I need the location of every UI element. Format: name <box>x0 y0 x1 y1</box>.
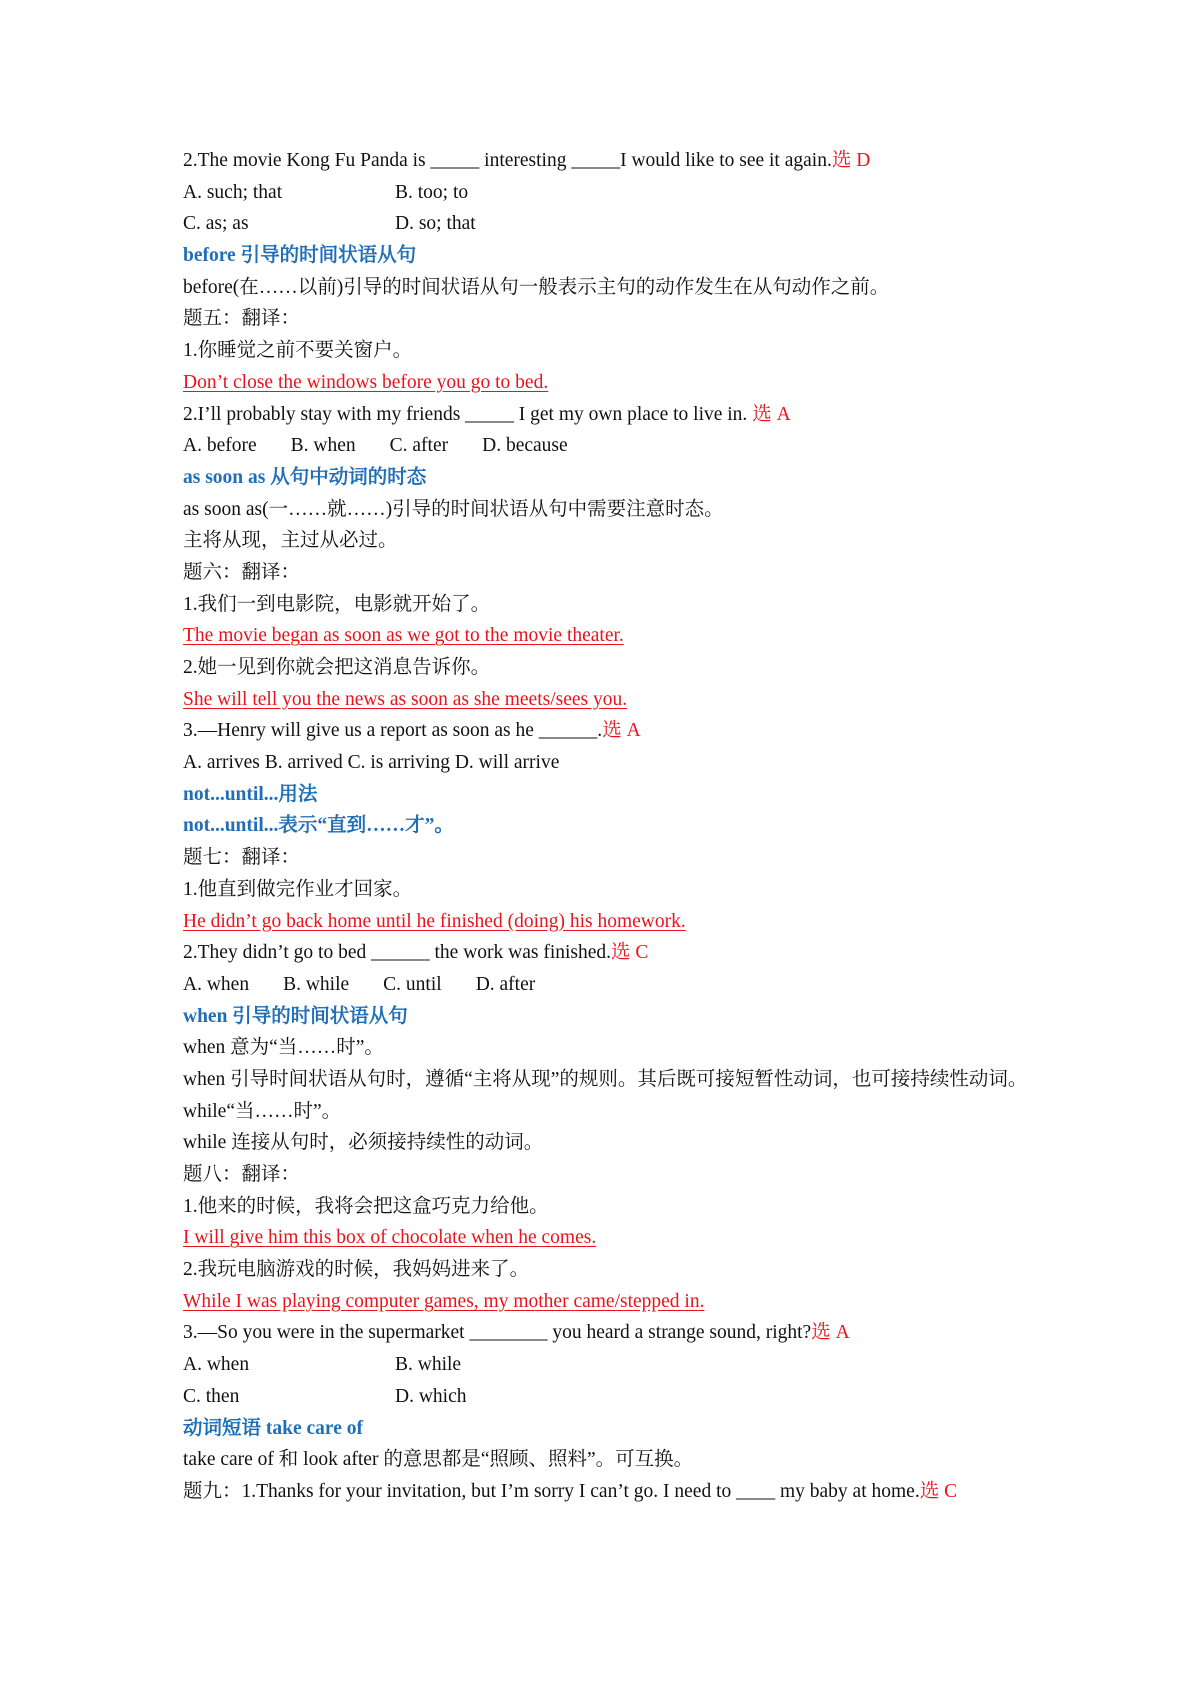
option-item: B. too; to <box>395 181 469 203</box>
text-line: 题六：翻译： <box>183 561 301 583</box>
answer-text: I will give him this box of chocolate when he comes. <box>183 1227 597 1249</box>
text-line: 主将从现，主过从必过。 <box>183 530 398 552</box>
options-row <box>183 430 1033 462</box>
question-text: 2.I’ll probably stay with my friends _____ I get my own place to live in. <box>183 403 753 425</box>
answer-line <box>183 367 1033 399</box>
section-heading: not...until...表示“直到……才”。 <box>183 815 454 837</box>
option-item: A. before <box>183 435 257 457</box>
option-item: A. when <box>183 1354 250 1376</box>
document-body <box>183 145 1033 1508</box>
text-line: 2.我玩电脑游戏的时候，我妈妈进来了。 <box>183 1259 530 1281</box>
text-line: 1.我们一到电影院，电影就开始了。 <box>183 593 491 615</box>
question-line <box>183 145 1033 177</box>
option-item: B. while <box>283 973 350 995</box>
question-text: 3.—So you were in the supermarket ________ you heard a strange sound, right? <box>183 1322 812 1344</box>
text-paragraph: when 引导时间状语从句时，遵循“主将从现”的规则。其后既可接短暂性动词，也可接持续性动词。 <box>183 1068 1028 1090</box>
text-line: as soon as(一……就……)引导的时间状语从句中需要注意时态。 <box>183 498 724 520</box>
answer-text: While I was playing computer games, my mother came/stepped in. <box>183 1290 705 1312</box>
option-item: A. such; that <box>183 181 283 203</box>
answer-choice: 选 A <box>602 720 641 742</box>
option-item: D. after <box>475 973 536 995</box>
options-row <box>183 969 1033 1001</box>
option-item: C. then <box>183 1385 240 1407</box>
text-line: while“当……时”。 <box>183 1100 342 1122</box>
section-heading: before 引导的时间状语从句 <box>183 245 417 267</box>
question-text: 题九：1.Thanks for your invitation, but I’m sorry I can’t go. I need to ____ my baby at home. <box>183 1480 920 1502</box>
text-line: 2.她一见到你就会把这消息告诉你。 <box>183 657 491 678</box>
answer-text: She will tell you the news as soon as she meets/sees you. <box>183 688 628 710</box>
text-line: 1.他来的时候，我将会把这盒巧克力给他。 <box>183 1195 549 1217</box>
answer-choice: 选 C <box>611 942 649 964</box>
option-item: D. because <box>482 435 568 457</box>
text-line: 题五：翻译： <box>183 308 301 330</box>
question-line <box>183 1317 1033 1349</box>
option-item: C. after <box>389 435 449 457</box>
question-line <box>183 715 1033 747</box>
answer-choice: 选 A <box>811 1322 850 1344</box>
text-line: while 连接从句时，必须接持续性的动词。 <box>183 1132 544 1154</box>
answer-choice: 选 D <box>831 150 871 171</box>
answer-line <box>183 1222 1033 1254</box>
question-line <box>183 1476 1033 1508</box>
answer-line <box>183 620 1033 652</box>
options-row <box>183 1349 1033 1381</box>
text-line: take care of 和 look after 的意思都是“照顾、照料”。可互换。 <box>183 1449 694 1471</box>
question-text: 3.—Henry will give us a report as soon as he ______. <box>183 720 603 742</box>
answer-choice: 选 A <box>752 403 791 425</box>
option-item: B. while <box>395 1354 462 1376</box>
text-line: 1.他直到做完作业才回家。 <box>183 878 413 900</box>
section-heading: as soon as 从句中动词的时态 <box>183 466 427 488</box>
answer-choice: 选 C <box>919 1480 958 1502</box>
text-line: before(在……以前)引导的时间状语从句一般表示主句的动作发生在从句动作之前。 <box>183 276 890 298</box>
options-row <box>183 177 1033 209</box>
question-line <box>183 937 1033 969</box>
option-item: C. until <box>383 973 442 995</box>
option-item: D. so; that <box>395 213 476 235</box>
section-heading: 动词短语 take care of <box>183 1417 363 1439</box>
question-line <box>183 399 1033 431</box>
answer-text: The movie began as soon as we got to the movie theater. <box>183 625 624 647</box>
option-item: C. as; as <box>183 213 249 235</box>
text-line: 1.你睡觉之前不要关窗户。 <box>183 340 413 362</box>
question-text: 2.They didn’t go to bed ______ the work was finished. <box>183 942 612 964</box>
section-heading: not...until...用法 <box>183 783 318 805</box>
option-item: A. when <box>183 973 250 995</box>
answer-text: Don’t close the windows before you go to bed. <box>183 371 549 393</box>
question-text: 2.The movie Kong Fu Panda is _____ interesting _____I would like to see it again. <box>183 150 832 171</box>
answer-text: He didn’t go back home until he finished (doing) his homework. <box>183 910 686 932</box>
options-row <box>183 1381 1033 1413</box>
option-item: B. when <box>290 435 356 457</box>
option-item: D. which <box>395 1385 467 1407</box>
answer-line <box>183 906 1033 938</box>
text-line: 题八：翻译： <box>183 1164 301 1186</box>
text-line: A. arrives B. arrived C. is arriving D. will arrive <box>183 752 560 774</box>
answer-line <box>183 1286 1033 1318</box>
text-line: 题七：翻译： <box>183 847 301 869</box>
text-line: when 意为“当……时”。 <box>183 1037 384 1059</box>
options-row <box>183 208 1033 240</box>
answer-line <box>183 684 1033 716</box>
section-heading: when 引导的时间状语从句 <box>183 1005 408 1027</box>
